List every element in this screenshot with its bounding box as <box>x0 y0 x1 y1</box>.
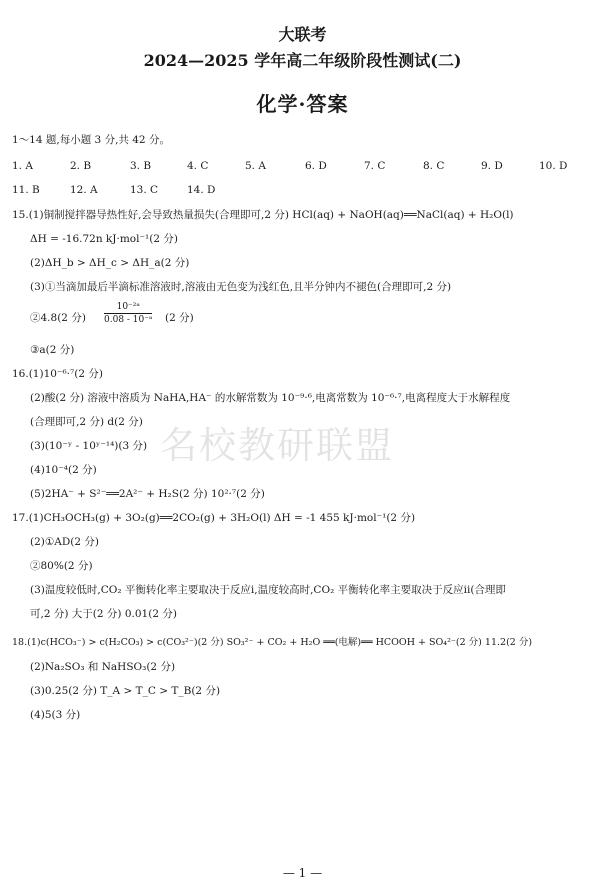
mc-answer: 3. B <box>130 160 152 172</box>
mc-answer: 4. C <box>187 160 209 172</box>
q15-fraction <box>104 302 152 325</box>
q17-part3: (3)温度较低时,CO₂ 平衡转化率主要取决于反应ⅰ,温度较高时,CO₂ 平衡转化率主要取决于反应ⅱ(合理即 <box>30 584 506 596</box>
q17-part2-2: ②80%(2 分) <box>30 560 93 572</box>
mc-answer: 12. A <box>70 184 98 196</box>
q16-part3: (3)(10⁻ʸ - 10ʸ⁻¹⁴)(3 分) <box>30 440 148 452</box>
q15-part1-enthalpy: ΔH = -16.72n kJ·mol⁻¹(2 分) <box>30 233 178 245</box>
mc-answer: 14. D <box>187 184 216 196</box>
answer-key-title: 化学·答案 <box>256 92 349 116</box>
mc-answer: 2. B <box>70 160 92 172</box>
mc-answer: 10. D <box>539 160 568 172</box>
mc-answer: 1. A <box>12 160 33 172</box>
q16-part2-cont: (合理即可,2 分) d(2 分) <box>30 416 143 428</box>
fraction-denominator: 0.08 - 10⁻ᵃ <box>104 315 153 325</box>
q15-part3-2: ②4.8(2 分) <box>30 312 86 324</box>
watermark: 名校教研联盟 <box>160 424 394 467</box>
mc-answer: 6. D <box>305 160 327 172</box>
mc-answer: 8. C <box>423 160 445 172</box>
mc-answer: 11. B <box>12 184 40 196</box>
q16-part2: (2)酸(2 分) 溶液中溶质为 NaHA,HA⁻ 的水解常数为 10⁻⁹·⁶,电离常数为 10⁻⁶·⁷,电离程度大于水解程度 <box>30 392 511 404</box>
q18-part1: 18.(1)c(HCO₃⁻) > c(H₂CO₃) > c(CO₃²⁻)(2 分) SO₃²⁻ + CO₂ + H₂O ══(电解)══ HCOOH + SO₄²⁻(2 分) 11.2(2 分) <box>12 637 533 648</box>
q17-part2: (2)①AD(2 分) <box>30 536 99 548</box>
q15-part3: (3)①当滴加最后半滴标准溶液时,溶液由无色变为浅红色,且半分钟内不褪色(合理即可,2 分) <box>30 281 452 293</box>
q16-part5: (5)2HA⁻ + S²⁻══2A²⁻ + H₂S(2 分) 10²·⁷(2 分) <box>30 488 265 500</box>
q17-part1: 17.(1)CH₃OCH₃(g) + 3O₂(g)══2CO₂(g) + 3H₂O(l) ΔH = -1 455 kJ·mol⁻¹(2 分) <box>12 512 416 524</box>
mc-answer: 7. C <box>364 160 386 172</box>
q17-part3-cont: 可,2 分) 大于(2 分) 0.01(2 分) <box>30 608 177 620</box>
page-number: — 1 — <box>282 866 323 880</box>
section-note: 1～14 题,每小题 3 分,共 42 分。 <box>12 134 170 146</box>
mc-answer: 5. A <box>245 160 266 172</box>
exam-subtitle: 2024—2025 学年高二年级阶段性测试(二) <box>143 51 462 70</box>
mc-answer: 9. D <box>481 160 503 172</box>
exam-title: 大联考 <box>278 25 327 44</box>
q18-part2: (2)Na₂SO₃ 和 NaHSO₃(2 分) <box>30 661 176 673</box>
q15-part3-3: ③a(2 分) <box>30 344 75 356</box>
fraction-numerator: 10⁻²ᵃ <box>104 302 152 314</box>
q18-part4: (4)5(3 分) <box>30 709 81 721</box>
q16-part4: (4)10⁻⁴(2 分) <box>30 464 97 476</box>
q15-part1: 15.(1)铜制搅拌器导热性好,会导致热量损失(合理即可,2 分) HCl(aq) + NaOH(aq)══NaCl(aq) + H₂O(l) <box>12 209 514 221</box>
q15-part2: (2)ΔH_b > ΔH_c > ΔH_a(2 分) <box>30 257 190 269</box>
mc-answer: 13. C <box>130 184 159 196</box>
q16-part1: 16.(1)10⁻⁶·⁷(2 分) <box>12 368 103 380</box>
q18-part3: (3)0.25(2 分) T_A > T_C > T_B(2 分) <box>30 685 221 697</box>
q15-fraction-score: (2 分) <box>165 312 194 324</box>
